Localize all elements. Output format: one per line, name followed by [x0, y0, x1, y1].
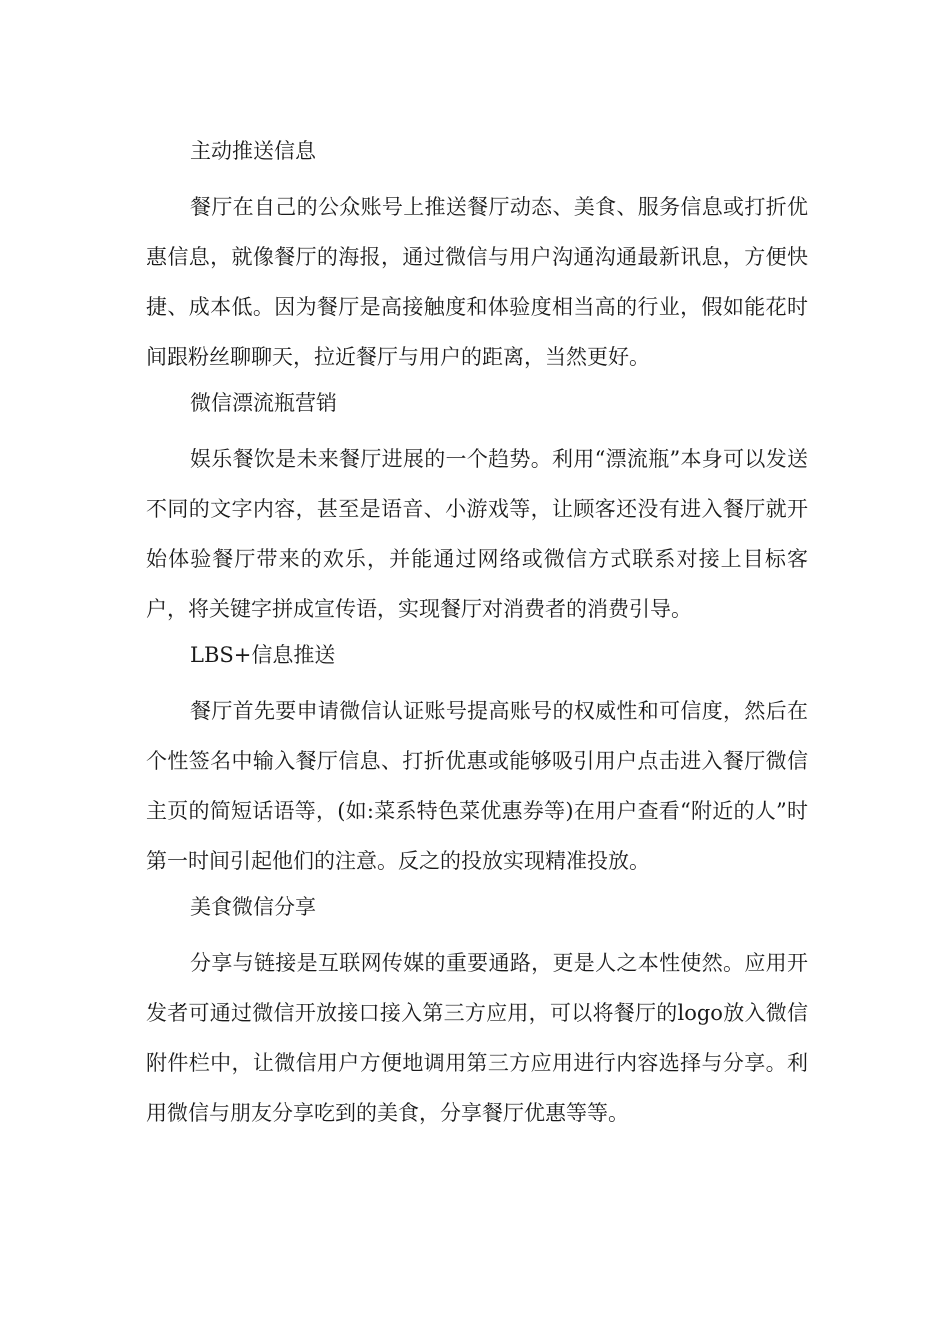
section-heading: 微信漂流瓶营销 [190, 391, 337, 415]
section-food-share [146, 888, 808, 1138]
section-lbs-push [146, 636, 808, 886]
section-heading: 美食微信分享 [190, 895, 316, 919]
section-heading: 主动推送信息 [190, 139, 316, 163]
section-drift-bottle [146, 384, 808, 634]
section-paragraph: 分享与链接是互联网传媒的重要通路，更是人之本性使然。应用开发者可通过微信开放接口接入第三方应用，可以将餐厅的logo放入微信附件栏中，让微信用户方便地调用第三方应用进行内容选择与分享。利用微信与朋友分享吃到的美食，分享餐厅优惠等等。 [146, 951, 808, 1125]
section-paragraph: 餐厅在自己的公众账号上推送餐厅动态、美食、服务信息或打折优惠信息，就像餐厅的海报，通过微信与用户沟通沟通最新讯息，方便快捷、成本低。因为餐厅是高接触度和体验度相当高的行业，假如能花时间跟粉丝聊聊天，拉近餐厅与用户的距离，当然更好。 [146, 195, 808, 369]
section-paragraph: 娱乐餐饮是未来餐厅进展的一个趋势。利用“漂流瓶”本身可以发送不同的文字内容，甚至是语音、小游戏等，让顾客还没有进入餐厅就开始体验餐厅带来的欢乐，并能通过网络或微信方式联系对接上目标客户，将关键字拼成宣传语，实现餐厅对消费者的消费引导。 [146, 447, 808, 621]
section-paragraph: 餐厅首先要申请微信认证账号提高账号的权威性和可信度，然后在个性签名中输入餐厅信息、打折优惠或能够吸引用户点击进入餐厅微信主页的简短话语等，(如:菜系特色菜优惠券等)在用户查看“附近的人”时第一时间引起他们的注意。反之的投放实现精准投放。 [146, 699, 808, 873]
section-heading: LBS+信息推送 [190, 643, 336, 667]
section-push-info [146, 132, 808, 382]
